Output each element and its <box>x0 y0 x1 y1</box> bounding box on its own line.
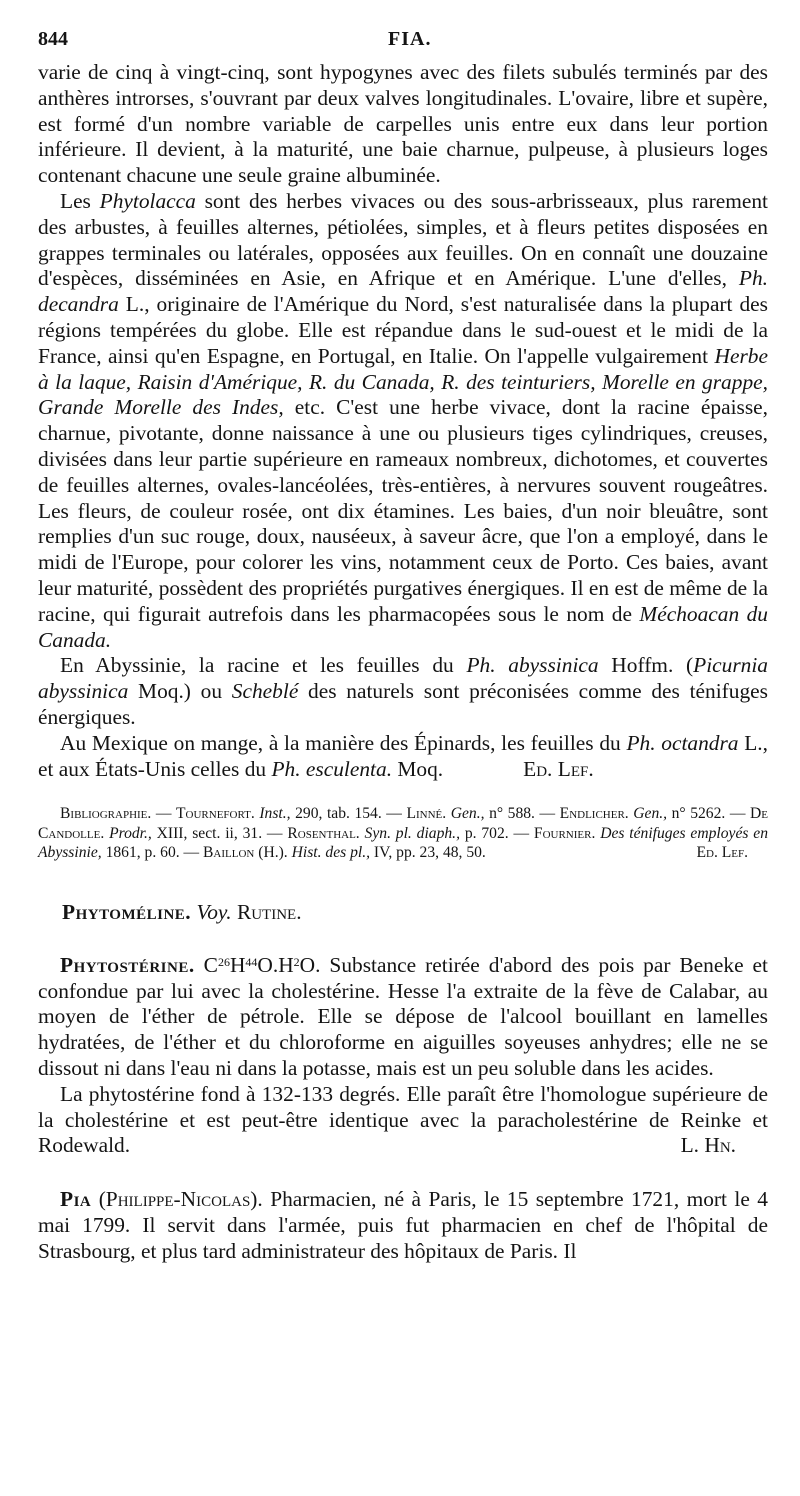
chemical-formula <box>204 953 321 977</box>
author-name: Tournefort. <box>176 805 255 823</box>
text-run: Hoffm. ( <box>598 653 694 678</box>
work-title: Syn. pl. diaph., <box>359 824 460 842</box>
author-name: Rosenthal. <box>287 824 360 842</box>
drug-name: Méchoacan du Canada. <box>38 601 768 652</box>
work-title: Gen., <box>628 805 668 823</box>
paragraph-mexico <box>38 731 768 783</box>
entry-headword: Phytoméline. <box>62 899 192 924</box>
text-run: Les <box>60 188 100 213</box>
text-run: des naturels sont préconisées comme des ténifuges énergiques. <box>38 679 768 729</box>
paragraph-pia <box>38 1187 768 1264</box>
text-run: XIII, sect. ii, 31. — <box>151 824 288 842</box>
work-title: Prodr., <box>104 824 152 842</box>
work-title: Inst., <box>254 805 291 823</box>
formula-index: 2 <box>293 954 300 969</box>
text-run: Moq. <box>392 756 444 781</box>
work-title: Hist. des pl., <box>287 844 371 862</box>
paragraph-phytosterine-definition <box>38 953 768 1082</box>
species-name: Picurnia abyssinica <box>38 653 768 704</box>
formula-part: C <box>203 952 218 977</box>
text-run: n° 5262. — <box>667 805 750 823</box>
author-name: Baillon (H.). <box>203 844 288 862</box>
paragraph-phytolacca <box>38 189 768 653</box>
text-run: En Abyssinie, la racine et les feuilles du <box>60 653 467 678</box>
dictionary-page <box>38 28 768 1265</box>
formula-index: 44 <box>245 954 258 969</box>
text-run: Au Mexique on mange, à la manière des Épinards, les feuilles du <box>60 730 627 755</box>
text-run: — <box>151 805 177 823</box>
bibliography <box>38 804 768 863</box>
bibliography-signature: Ed. Lef. <box>696 844 748 862</box>
phytolacca-article <box>38 60 768 782</box>
text-run: L., originaire de l'Amérique du Nord, s'est naturalisée dans la plupart des régions tempérées du globe. Elle est répandue dans le sud-ouest et le midi de la France, ainsi qu'en Espagne, en Portugal, en Italie. On l'appelle vulgairement <box>38 292 768 368</box>
text-run: La phytostérine fond à 132-133 degrés. Elle paraît être l'homologue supérieure de la cholestérine et est peut-être identique avec la paracholestérine de Reinke et Rodewald. <box>38 1081 768 1158</box>
formula-part: O.H <box>257 952 294 977</box>
native-name: Scheblé <box>231 679 299 704</box>
text-run: 290, tab. 154. — <box>290 805 407 823</box>
text-run: sont des herbes vivaces ou des sous-arbrisseaux, plus rarement des arbustes, à feuilles alternes, pétiolées, simples, et à fleurs petites disposées en grappes terminales ou latérales, opposées aux feuilles. On en connaît une douzaine d'espèces, disséminées en Asie, en Afrique et en Amérique. L'une d'elles, <box>38 188 769 291</box>
entry-headword: Phytostérine. <box>60 952 195 977</box>
entry-pia <box>38 1187 768 1264</box>
author-name: Linné. <box>406 805 447 823</box>
author-name: Endlicher. <box>559 805 629 823</box>
formula-part: H <box>229 952 246 977</box>
paragraph-phytosterine-properties <box>38 1082 768 1159</box>
text-run: 1861, p. 60. — <box>101 844 204 862</box>
given-names: (Philippe-Nicolas). <box>98 1187 263 1212</box>
running-title: FIA. <box>388 28 432 50</box>
page-number: 844 <box>38 28 68 50</box>
paragraph-flower-description: varie de cinq à vingt-cinq, sont hypogynes avec des filets subulés terminés par des anthères introrses, s'ouvrant par deux valves longitudinales. L'ovaire, libre et supère, est formé d'un nombre variable de carpelles unis entre eux dans leur portion inférieure. Il devient, à la maturité, une baie charnue, pulpeuse, à plusieurs loges contenant chacune une seule graine albuminée. <box>38 60 768 188</box>
entry-phytomeline <box>38 899 768 925</box>
bleed-through-marks <box>60 1454 390 1462</box>
text-run: Pharmacien, né à Paris, le 15 septembre 1721, mort le 4 mai 1799. Il servit dans l'armée, puis fut pharmacien en chef de l'hôpital de Strasbourg, et plus tard administrateur des hôpitaux de Paris. Il <box>38 1187 768 1263</box>
text-run: Substance retirée d'abord des pois par Beneke et confondue par lui avec la cholestérine. Hesse l'a extraite de la fève de Calabar, au moyen de l'éther de pétrole. Elle se dépose de l'alcool bouillant en lamelles hydratées, de l'éther et du chloroforme en aiguilles soyeuses anhydres; elle ne se dissout ni dans l'eau ni dans la potasse, mais est un peu soluble dans les acides. <box>38 952 768 1080</box>
work-title: Gen., <box>446 805 485 823</box>
text-run: p. 702. — <box>459 824 534 842</box>
paragraph-abyssinia <box>38 653 768 730</box>
author-signature: Ed. Lef. <box>523 756 594 781</box>
species-name: Ph. abyssinica <box>466 653 599 678</box>
formula-part: O. <box>299 952 321 977</box>
vernacular-names: Herbe à la laque, Raisin d'Amérique, R. du Canada, R. des teinturiers, Morelle en grappe, Grande Morelle des Indes, <box>38 343 768 420</box>
species-name: Ph. esculenta. <box>271 756 393 781</box>
species-name: Ph. decandra <box>38 266 768 317</box>
cross-reference-target: Rutine. <box>236 899 302 924</box>
formula-index: 26 <box>217 954 230 969</box>
text-run: IV, pp. 23, 48, 50. <box>370 844 486 862</box>
bibliography-label: Bibliographie. <box>60 805 152 823</box>
author-name: De Candolle. <box>38 805 768 842</box>
text-run: Moq.) ou <box>128 679 232 704</box>
cross-reference-label: Voy. <box>196 899 232 924</box>
author-signature: L. Hn. <box>680 1133 736 1158</box>
text-run: L., et aux États-Unis celles du <box>38 730 768 781</box>
text-run: n° 588. — <box>484 805 560 823</box>
entry-headword: Pia <box>60 1187 92 1212</box>
species-name: Ph. octandra <box>626 730 739 755</box>
author-name: Fournier. <box>533 824 596 842</box>
genus-name: Phytolacca <box>99 188 196 213</box>
page-header <box>38 28 768 60</box>
work-title: Des ténifuges employés en Abyssinie, <box>38 824 768 862</box>
text-run: etc. C'est une herbe vivace, dont la racine épaisse, charnue, pivotante, donne naissance à une ou plusieurs tiges cylindriques, creuses, divisées dans leur partie supérieure en rameaux nombreux, dichotomes, et couvertes de feuilles alternes, ovales-lancéolées, très-entières, à nervures souvent rougeâtres. Les fleurs, de couleur rosée, ont dix étamines. Les baies, d'un noir bleuâtre, sont remplies d'un suc rouge, doux, nauséeux, à saveur âcre, que l'on a employé, dans le midi de l'Europe, pour colorer les vins, notamment ceux de Porto. Ces baies, avant leur maturité, possèdent des propriétés purgatives énergiques. Il en est de même de la racine, qui figurait autrefois dans les pharmacopées sous le nom de <box>38 395 768 626</box>
entry-phytosterine <box>38 953 768 1159</box>
